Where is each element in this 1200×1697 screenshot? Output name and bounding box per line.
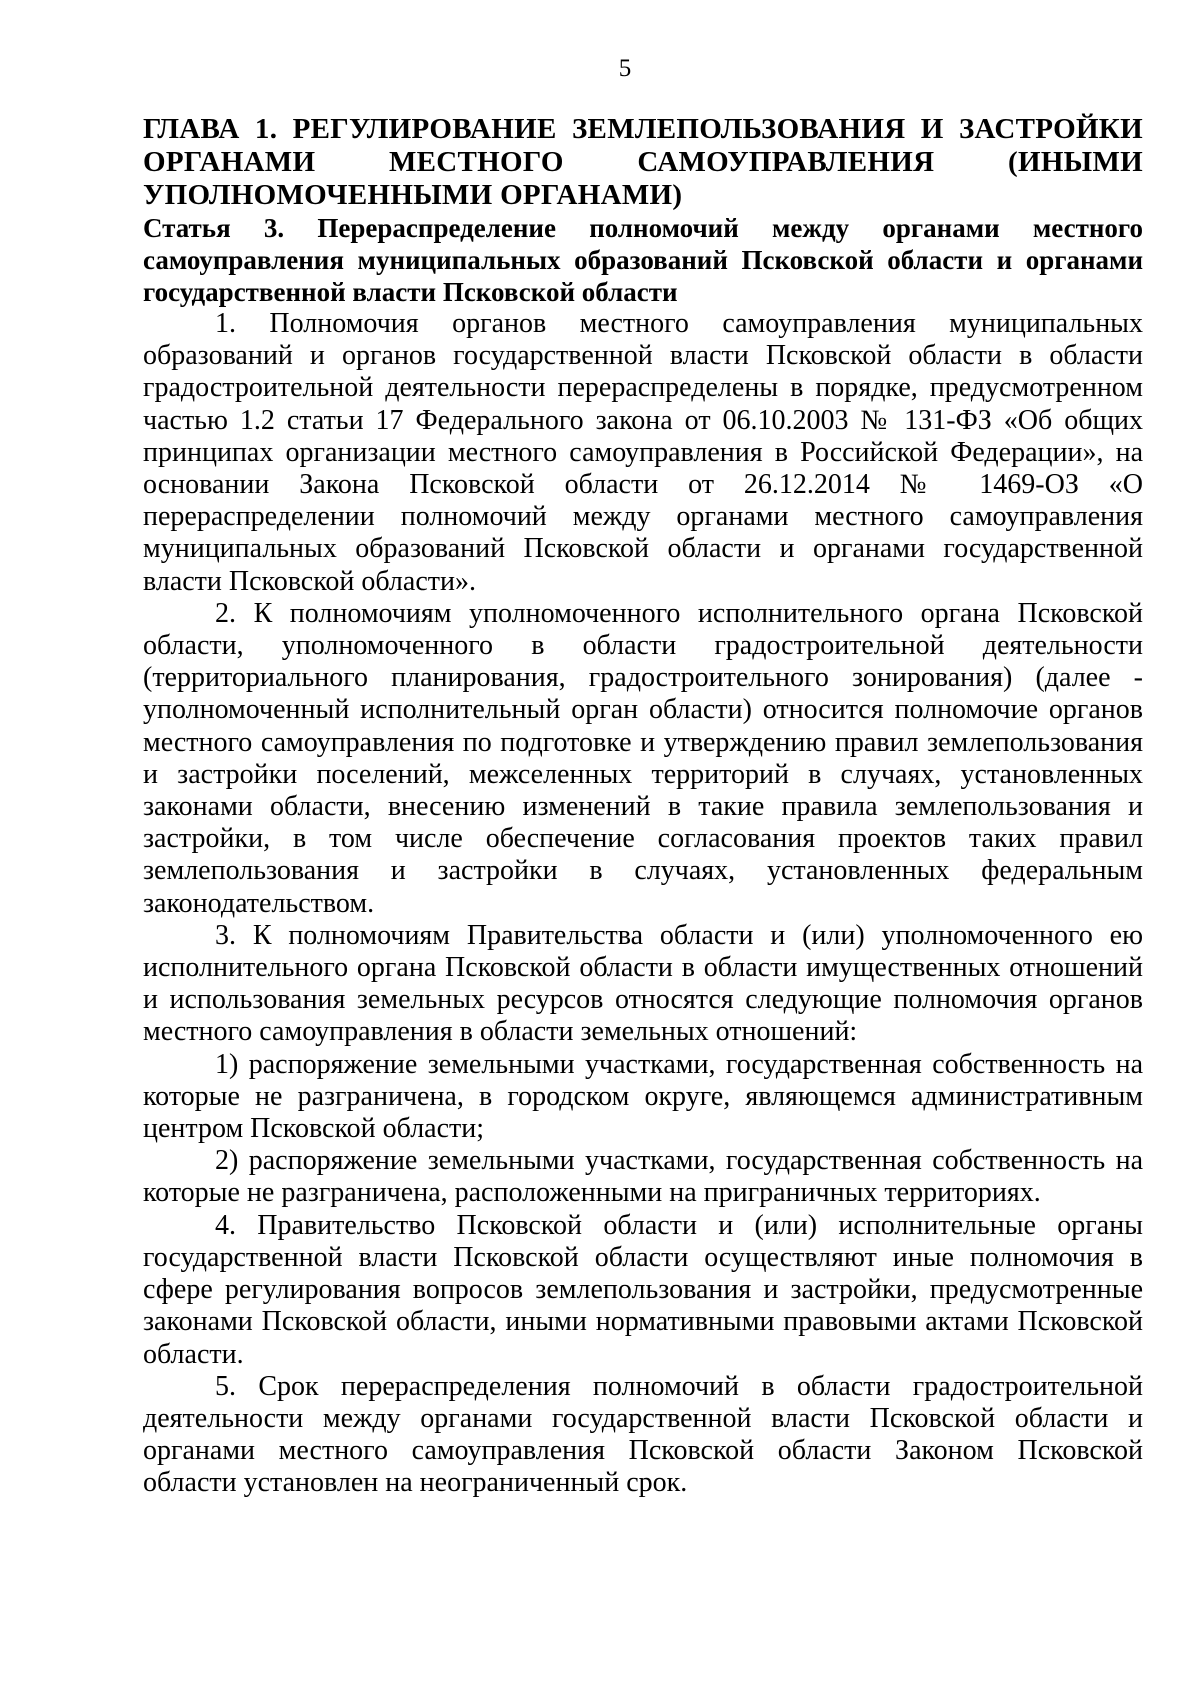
page-content [143, 113, 1143, 1500]
paragraph-5: 5. Срок перераспределения полномочий в области градостроительной деятельности между органами государственной власти Псковской области и органами местного самоуправления Псковской области Законом Псковской области установлен на неограниченный срок. [143, 1370, 1143, 1499]
paragraph-2: 2. К полномочиям уполномоченного исполнительного органа Псковской области, уполномоченного в области градостроительной деятельности (территориального планирования, градостроительного зонирования) (далее - уполномоченный исполнительный орган области) относится полномочие органов местного самоуправления по подготовке и утверждению правил землепользования и застройки поселений, межселенных территорий в случаях, установленных законами области, внесению изменений в такие правила землепользования и застройки, в том числе обеспечение согласования проектов таких правил землепользования и застройки в случаях, установленных федеральным законодательством. [143, 597, 1143, 919]
article-title: Статья 3. Перераспределение полномочий между органами местного самоуправления муниципальных образований Псковской области и органами государственной власти Псковской области [143, 213, 1143, 307]
paragraph-3-item-1: 1) распоряжение земельными участками, государственная собственность на которые не разграничена, в городском округе, являющемся административным центром Псковской области; [143, 1048, 1143, 1145]
page-number: 5 [618, 55, 632, 82]
paragraph-4: 4. Правительство Псковской области и (или) исполнительные органы государственной власти Псковской области осуществляют иные полномочия в сфере регулирования вопросов землепользования и застройки, предусмотренные законами Псковской области, иными нормативными правовыми актами Псковской области. [143, 1209, 1143, 1370]
paragraph-3-item-2: 2) распоряжение земельными участками, государственная собственность на которые не разграничена, расположенными на приграничных территориях. [143, 1145, 1143, 1209]
paragraph-3: 3. К полномочиям Правительства области и (или) уполномоченного ею исполнительного органа Псковской области в области имущественных отношений и использования земельных ресурсов относятся следующие полномочия органов местного самоуправления в области земельных отношений: [143, 919, 1143, 1048]
paragraph-1: 1. Полномочия органов местного самоуправления муниципальных образований и органов государственной власти Псковской области в области градостроительной деятельности перераспределены в порядке, предусмотренном частью 1.2 статьи 17 Федерального закона от 06.10.2003 № 131-ФЗ «Об общих принципах организации местного самоуправления в Российской Федерации», на основании Закона Псковской области от 26.12.2014 № 1469-ОЗ «О перераспределении полномочий между органами местного самоуправления муниципальных образований Псковской области и органами государственной власти Псковской области». [143, 308, 1143, 597]
chapter-title: ГЛАВА 1. РЕГУЛИРОВАНИЕ ЗЕМЛЕПОЛЬЗОВАНИЯ И ЗАСТРОЙКИ ОРГАНАМИ МЕСТНОГО САМОУПРАВЛЕНИЯ (ИНЫМИ УПОЛНОМОЧЕННЫМИ ОРГАНАМИ) [143, 113, 1143, 211]
